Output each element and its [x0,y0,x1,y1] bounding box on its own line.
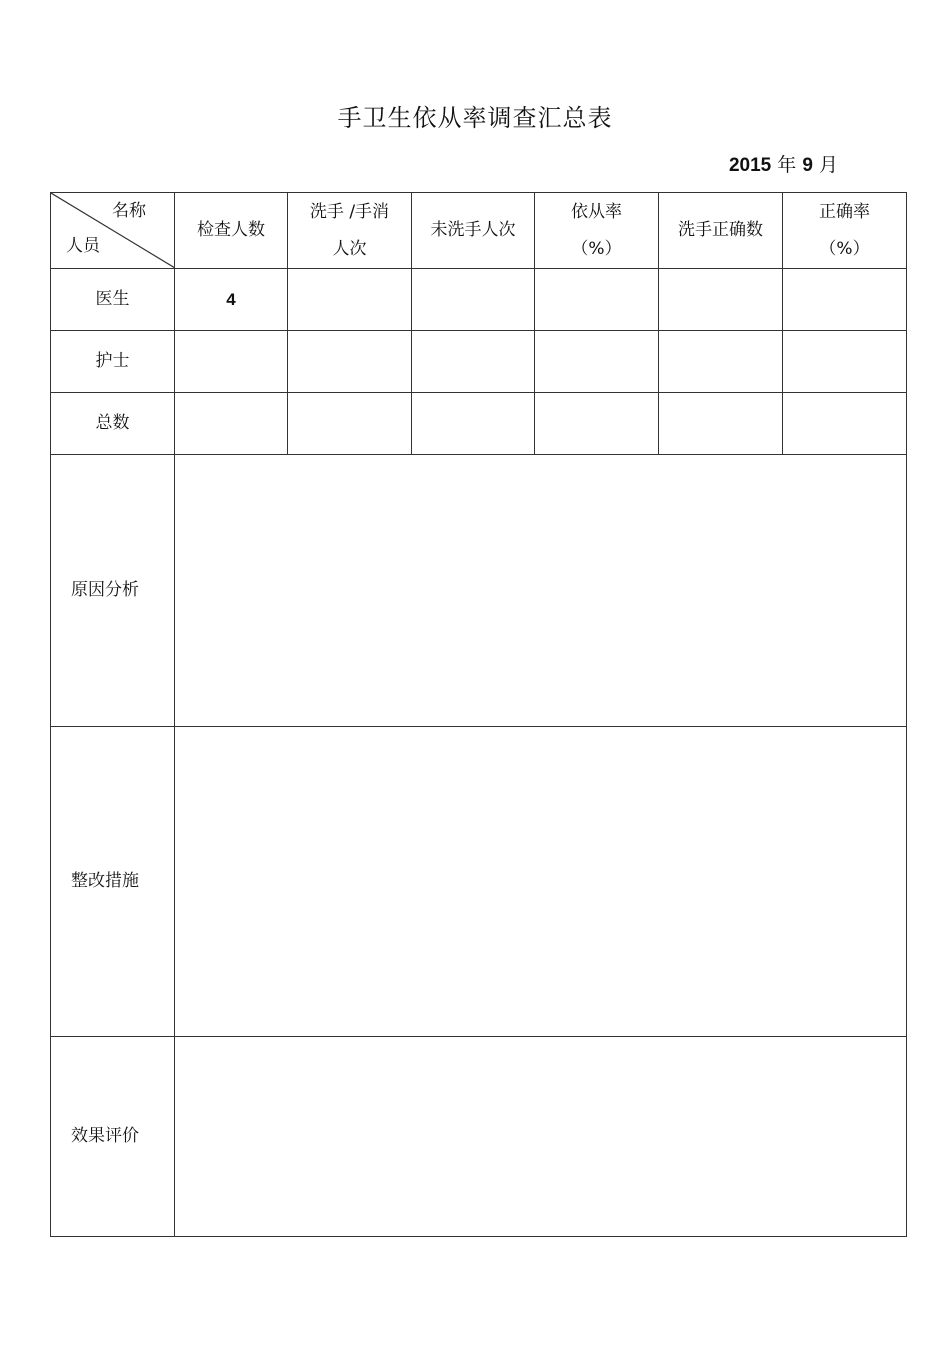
row-label: 总数 [51,393,175,455]
cause-analysis-label: 原因分析 [51,455,175,727]
header-wash-line1: 洗手 /手消 [309,201,390,222]
date-year-unit: 年 [777,154,797,176]
effect-evaluation-row [51,1037,907,1237]
cell-correct-count[interactable] [659,393,783,455]
cause-analysis-row [51,455,907,727]
table-row-total [51,393,907,455]
cell-wash[interactable] [288,393,412,455]
cell-not-washed[interactable] [412,393,535,455]
row-label: 医生 [51,269,175,331]
date-month-unit: 月 [818,154,838,176]
header-compliance-line1: 依从率 [571,201,622,222]
cell-correct-count[interactable] [659,269,783,331]
cell-wash[interactable] [288,269,412,331]
compliance-summary-table [50,192,907,1237]
header-wash-count [288,193,412,269]
header-compliance-line2: （%） [571,238,622,259]
row-label: 护士 [51,331,175,393]
corrective-measures-label: 整改措施 [51,727,175,1037]
cell-not-washed[interactable] [412,331,535,393]
cell-correct-rate[interactable] [783,269,907,331]
cell-compliance[interactable] [535,393,659,455]
cell-correct-rate[interactable] [783,393,907,455]
corner-top-label: 名称 [112,201,146,221]
corner-bottom-label: 人员 [66,236,100,256]
cell-compliance[interactable] [535,269,659,331]
cell-check-count[interactable]: 4 [175,269,288,331]
date-year: 2015 [728,155,772,176]
corrective-measures-content[interactable] [175,727,907,1037]
cell-correct-count[interactable] [659,331,783,393]
corrective-measures-row [51,727,907,1037]
table-row-nurse [51,331,907,393]
cell-not-washed[interactable] [412,269,535,331]
cell-correct-rate[interactable] [783,331,907,393]
header-row [51,193,907,269]
header-correct-rate-line2: （%） [819,238,870,259]
cell-check-count[interactable] [175,393,288,455]
page-title: 手卫生依从率调查汇总表 [337,104,613,132]
survey-date [729,150,838,181]
date-month: 9 [802,155,813,176]
header-check-count: 检查人数 [175,193,288,269]
header-correct-rate [783,193,907,269]
header-not-washed: 未洗手人次 [412,193,535,269]
header-correct-count: 洗手正确数 [659,193,783,269]
corner-header-cell [51,193,175,269]
cause-analysis-content[interactable] [175,455,907,727]
cell-wash[interactable] [288,331,412,393]
header-correct-rate-line1: 正确率 [819,201,870,222]
header-compliance-rate [535,193,659,269]
table-row-doctor [51,269,907,331]
cell-check-count[interactable] [175,331,288,393]
cell-compliance[interactable] [535,331,659,393]
header-wash-line2: 人次 [332,238,367,259]
effect-evaluation-label: 效果评价 [51,1037,175,1237]
effect-evaluation-content[interactable] [175,1037,907,1237]
